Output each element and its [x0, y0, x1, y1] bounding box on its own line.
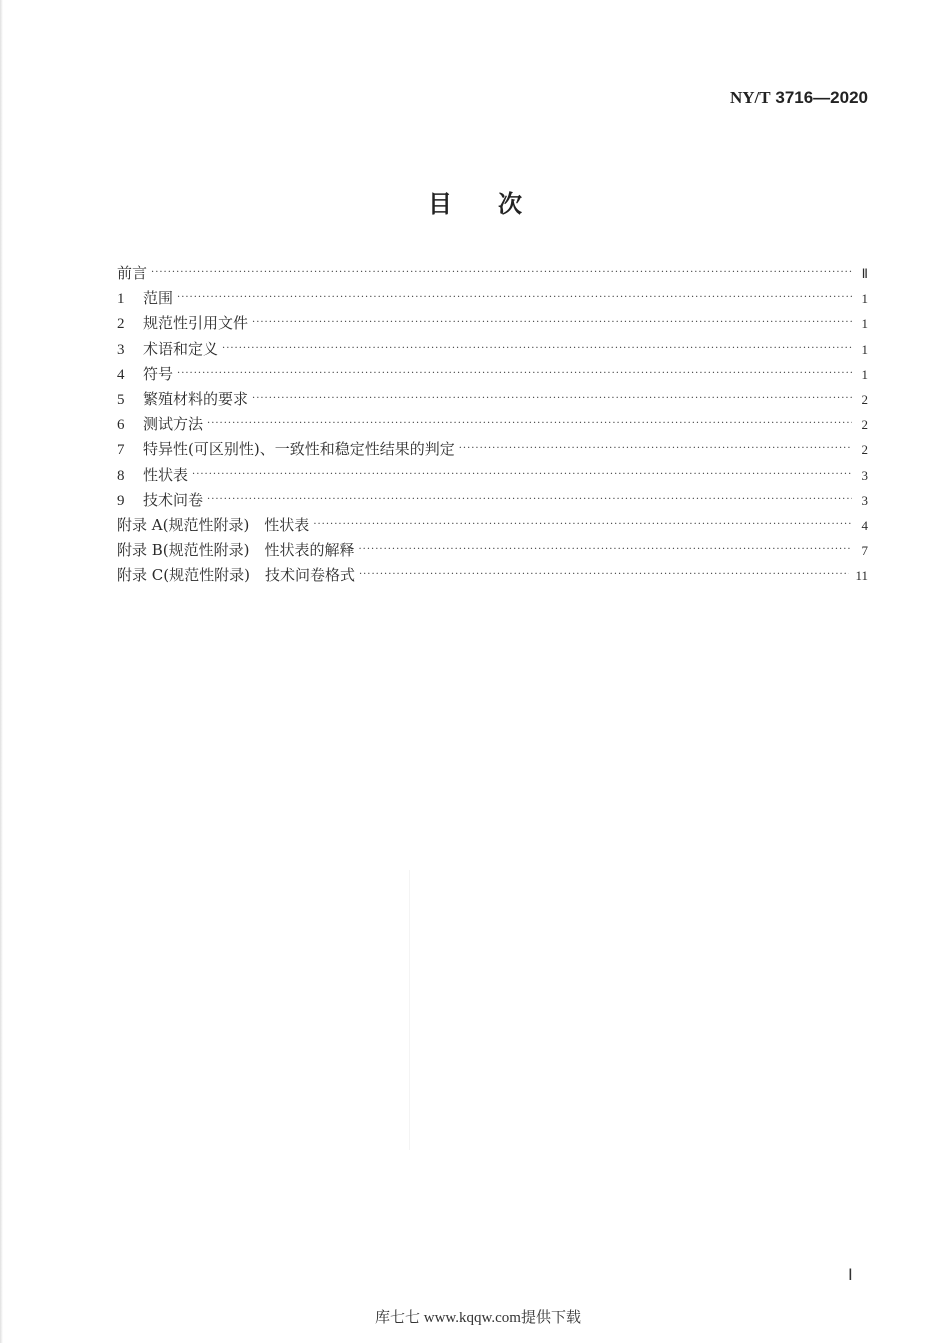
toc-number: 9 — [117, 492, 125, 509]
page-number: Ⅰ — [848, 1267, 853, 1284]
toc-page: 1 — [861, 291, 868, 307]
scan-artifact — [409, 870, 410, 1150]
footer-watermark: 库七七 www.kqqw.com提供下载 — [375, 1310, 581, 1326]
toc-entry-appendix-a[interactable] — [117, 513, 868, 538]
toc-number: 4 — [117, 366, 125, 383]
toc-entry-3[interactable] — [117, 337, 868, 362]
toc-label: 特异性(可区别性)、一致性和稳定性结果的判定 — [143, 440, 455, 459]
toc-leader-dots — [177, 285, 852, 310]
toc-entry-8[interactable] — [117, 463, 868, 488]
toc-entry-9[interactable] — [117, 488, 868, 513]
toc-entry-2[interactable] — [117, 311, 868, 336]
toc-page: Ⅱ — [861, 266, 868, 281]
toc-leader-dots — [222, 336, 852, 361]
toc-page: 3 — [861, 467, 868, 483]
toc-page: 1 — [861, 316, 868, 332]
toc-label: 符号 — [143, 364, 174, 383]
toc-label: 规范性引用文件 — [143, 314, 249, 333]
toc-entry-appendix-c[interactable] — [117, 563, 868, 588]
toc-label: 繁殖材料的要求 — [143, 389, 249, 408]
toc-leader-dots — [459, 436, 852, 461]
toc-label: 附录 A(规范性附录) 性状表 — [117, 515, 310, 534]
toc-label: 附录 C(规范性附录) 技术问卷格式 — [117, 566, 355, 585]
toc-entry-appendix-b[interactable] — [117, 538, 868, 563]
toc-leader-dots — [207, 411, 852, 436]
toc-number: 3 — [117, 341, 125, 358]
toc-number: 5 — [117, 391, 125, 408]
toc-entry-foreword[interactable] — [117, 261, 868, 286]
standard-code: 3716—2020 — [775, 88, 868, 107]
toc-label: 前言 — [117, 264, 148, 282]
toc-leader-dots — [207, 487, 852, 512]
toc-number: 6 — [117, 417, 125, 434]
toc-number: 2 — [117, 316, 125, 333]
toc-label: 范围 — [143, 289, 174, 308]
toc-label: 性状表 — [143, 465, 189, 484]
toc-entry-1[interactable] — [117, 286, 868, 311]
toc-page: 2 — [861, 417, 868, 433]
table-of-contents — [117, 261, 868, 588]
toc-label: 术语和定义 — [143, 339, 219, 358]
standard-number — [730, 88, 868, 108]
toc-page: 2 — [861, 391, 868, 407]
toc-leader-dots — [177, 361, 852, 386]
toc-page: 1 — [861, 341, 868, 357]
toc-leader-dots — [252, 386, 852, 411]
toc-page: 3 — [861, 492, 868, 508]
toc-leader-dots — [192, 462, 852, 487]
toc-label: 附录 B(规范性附录) 性状表的解释 — [117, 541, 355, 560]
toc-leader-dots — [359, 537, 853, 562]
page-title: 目次 — [428, 190, 568, 218]
toc-page: 7 — [861, 543, 868, 559]
toc-entry-4[interactable] — [117, 362, 868, 387]
toc-number: 8 — [117, 467, 125, 484]
toc-label: 技术问卷 — [143, 490, 204, 509]
toc-number: 1 — [117, 291, 125, 308]
toc-label: 测试方法 — [143, 415, 204, 434]
toc-leader-dots — [151, 260, 852, 285]
toc-entry-5[interactable] — [117, 387, 868, 412]
toc-number: 7 — [117, 442, 125, 459]
toc-entry-7[interactable] — [117, 437, 868, 462]
toc-page: 2 — [861, 442, 868, 458]
toc-page: 1 — [861, 366, 868, 382]
toc-leader-dots — [313, 512, 852, 537]
toc-leader-dots — [359, 562, 850, 587]
standard-prefix: NY/T — [730, 88, 771, 107]
toc-leader-dots — [252, 310, 852, 335]
toc-entry-6[interactable] — [117, 412, 868, 437]
toc-page: 4 — [861, 517, 868, 533]
toc-page: 11 — [855, 568, 868, 584]
